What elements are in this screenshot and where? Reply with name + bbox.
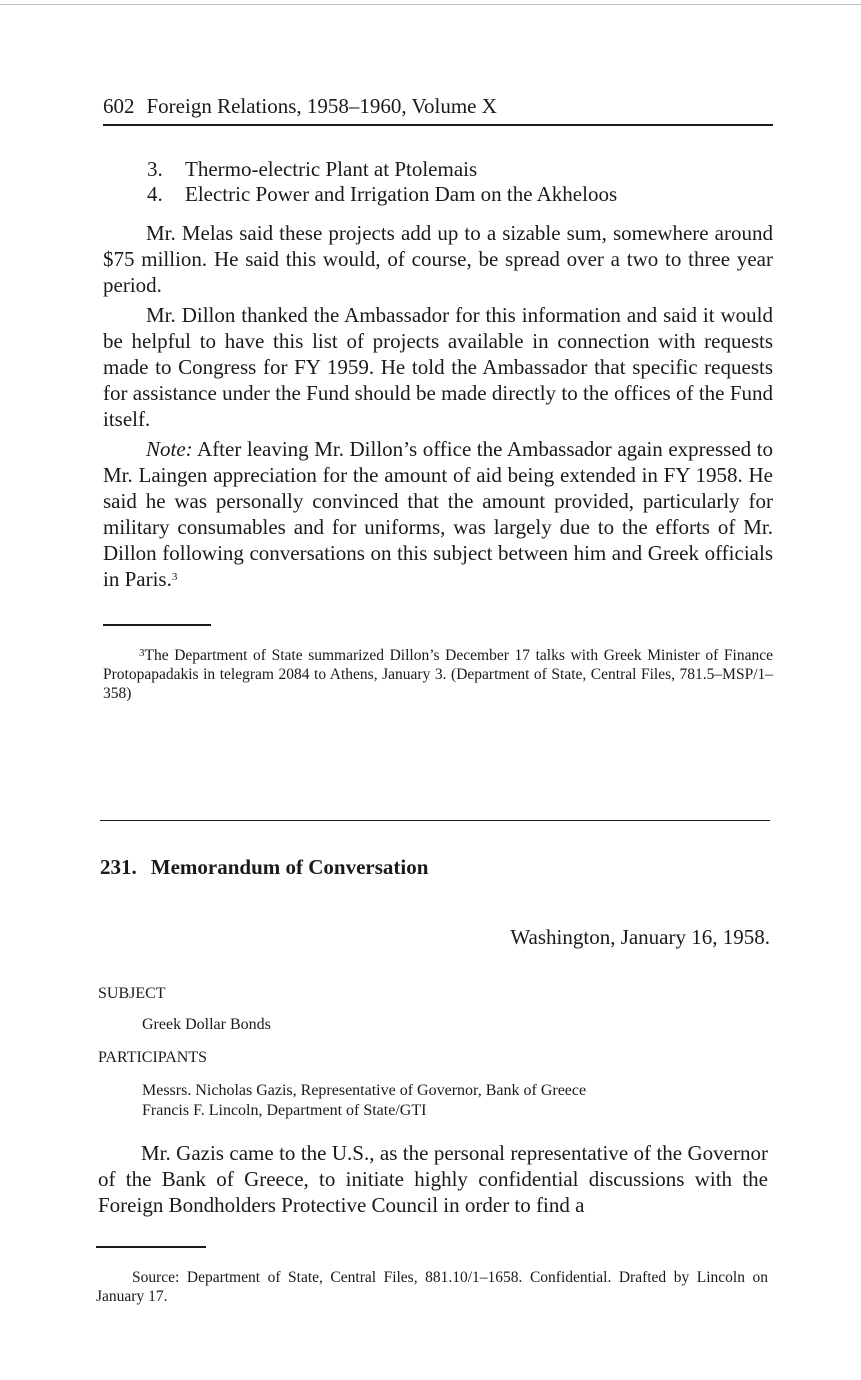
list-item: [147, 182, 617, 207]
document-heading: [100, 855, 428, 880]
list-item-text: Thermo-electric Plant at Ptolemais: [185, 157, 478, 181]
dateline: Washington, January 16, 1958.: [510, 925, 770, 949]
footnote-text: [103, 646, 773, 703]
paragraph-dillon: [103, 302, 773, 432]
footnote-body: The Department of State summarized Dillon’s December 17 talks with Greek Minister of Finance Protopapadakis in telegram 2084 to Athens, January 3. (Department of State, Central Files, 781.5–MSP/1–358): [103, 647, 773, 702]
participant: Messrs. Nicholas Gazis, Representative of Governor, Bank of Greece: [142, 1082, 587, 1099]
note-text: After leaving Mr. Dillon’s office the Ambassador again expressed to Mr. Laingen appreciation for the amount of aid being extended in FY 1958. He said he was personally convinced that the amount provided, particularly for military consumables and for uniforms, was largely due to the efforts of Mr. Dillon following conversations on this subject between him and Greek officials in Paris.: [103, 437, 773, 591]
document-number: 231.: [100, 855, 137, 879]
participants-list: [142, 1081, 586, 1121]
list-item-number: 3.: [147, 157, 163, 181]
source-note-text: Source: Department of State, Central Files, 881.10/1–1658. Confidential. Drafted by Lincoln on January 17.: [96, 1269, 768, 1305]
footnote-mark: 3: [139, 647, 145, 659]
participant: Francis F. Lincoln, Department of State/GTI: [142, 1102, 427, 1119]
running-title: Foreign Relations, 1958–1960, Volume X: [146, 94, 497, 118]
note-label: Note:: [146, 437, 193, 461]
top-edge-rule: [0, 4, 861, 5]
project-list: [147, 157, 617, 207]
document-title: Memorandum of Conversation: [150, 855, 429, 879]
footnote-3: [103, 646, 773, 703]
source-note-rule: [96, 1246, 206, 1248]
source-note: [96, 1268, 768, 1306]
paragraph-note: [103, 436, 773, 592]
list-item: [147, 157, 617, 182]
footnote-reference: 3: [171, 571, 178, 583]
section-divider: [100, 820, 770, 821]
paragraph-melas: [103, 220, 773, 298]
paragraph-text: Mr. Melas said these projects add up to a sizable sum, somewhere around $75 million. He said this would, of course, be spread over a two to three year period.: [103, 221, 773, 297]
participants-label: PARTICIPANTS: [98, 1049, 208, 1066]
list-item-text: Electric Power and Irrigation Dam on the Akheloos: [185, 182, 618, 206]
subject-label: SUBJECT: [98, 985, 166, 1002]
paragraph-gazis: [98, 1140, 768, 1218]
paragraph-text: Mr. Dillon thanked the Ambassador for this information and said it would be helpful to have this list of projects available in connection with requests made to Congress for FY 1959. He told the Ambassador that specific requests for assistance under the Fund should be made directly to the offices of the Fund itself.: [103, 303, 773, 431]
header-rule: [103, 124, 773, 126]
running-header: [103, 92, 773, 120]
paragraph-text: Mr. Gazis came to the U.S., as the personal representative of the Governor of the Bank of Greece, to initiate highly confidential discussions with the Foreign Bondholders Protective Council in order to find a: [98, 1141, 768, 1217]
paragraph-text: [103, 436, 773, 592]
page-number: 602: [103, 94, 135, 118]
subject-value: Greek Dollar Bonds: [142, 1016, 271, 1033]
list-item-number: 4.: [147, 182, 163, 206]
footnote-rule: [103, 624, 211, 626]
